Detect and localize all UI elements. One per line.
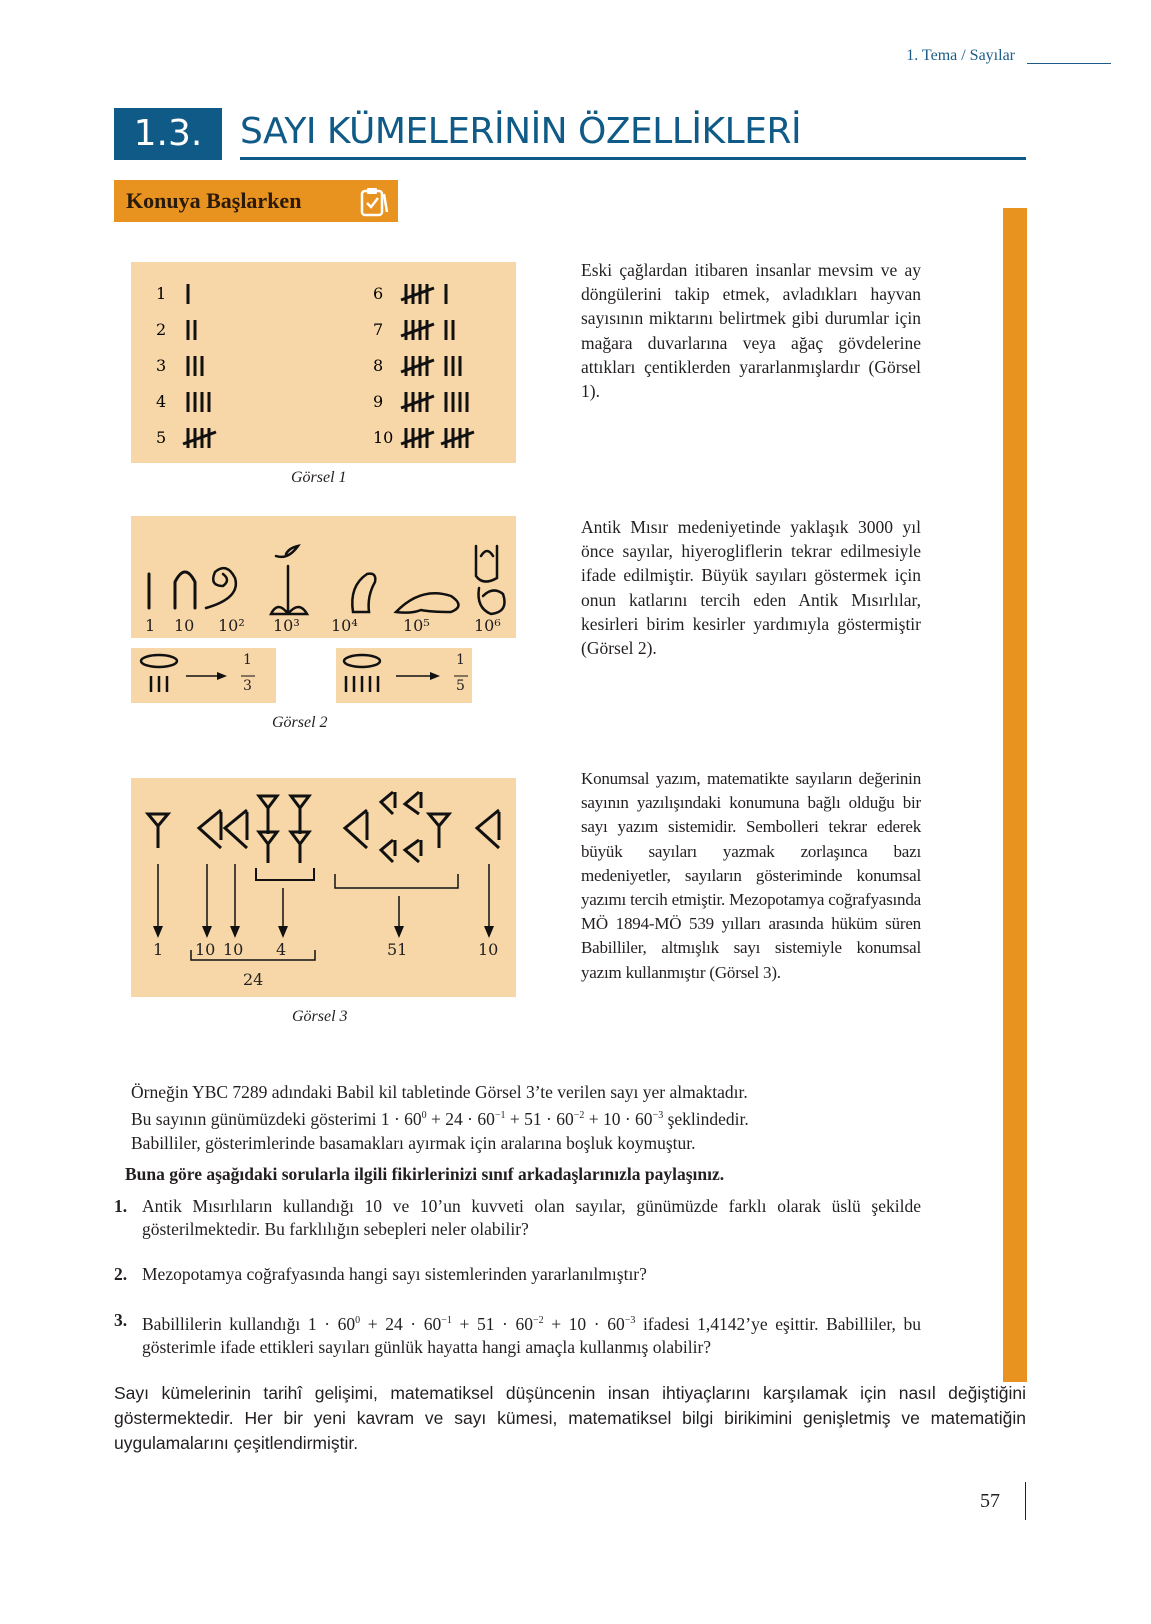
fraction-one-third <box>131 648 276 703</box>
example-paragraph <box>131 1080 921 1155</box>
figure3-text: Konumsal yazım, matematikte sayıların değerinin sayının yazılışındaki konumuna bağlı olduğu bir sayı yazım sistemidir. Sembolleri tekrar ederek büyük sayıları yazmak zorlaşınca bazı medeniyetler, sayıların gösteriminde konumsal yazımı tercih etmiştir. Mezopotamya coğrafyasında MÖ 1894-MÖ 539 yılları arasında hüküm süren Babilliler, altmışlık sayı sistemiyle konumsal yazım kullanmıştır (Görsel 3). <box>581 769 921 982</box>
summary-paragraph: Sayı kümelerinin tarihî gelişimi, matematiksel düşüncenin insan ihtiyaçlarını karşılamak için nasıl değiştiğini göstermektedir. Her bir yeni kavram ve sayı kümesi, matematiksel bilgi birikimini genişletmiş ve matematiğin uygulamalarını çeşitlendirmiştir. <box>114 1383 1026 1453</box>
fraction-numerator: 1 <box>456 652 465 668</box>
example-line: Babilliler, gösterimlerinde basamakları ayırmak için aralarına boşluk koymuştur. <box>131 1132 696 1153</box>
tally-number: 1 <box>156 284 167 303</box>
tally-number: 3 <box>156 356 167 375</box>
cuneiform-four <box>259 796 309 863</box>
tally-number: 6 <box>373 284 384 303</box>
babylonian-numerals-figure <box>131 778 516 997</box>
value-label-sum: 24 <box>243 970 264 989</box>
glyph-label: 10⁶ <box>474 616 501 635</box>
cuneiform <box>131 778 516 997</box>
side-accent-bar <box>1003 208 1027 1382</box>
question-3: 3. Babillilerin kullandığı $1 \cdot 60^0 + 24 \cdot 60^{-1} + 51 \cdot 60^{-2} + 10 \cdot 60^{-3}$ ifadesi 1,4142’ye eşittir. Babilliler, bu gösterimle ifade ettikleri sayıları günlük hayatta hangi amaçla kullanmış olabilir? <box>114 1310 921 1357</box>
value-label: 51 <box>387 940 408 959</box>
value-label: 4 <box>276 940 287 959</box>
tally-number: 10 <box>373 428 394 447</box>
intro-box <box>114 180 398 222</box>
figure1-text: Eski çağlardan itibaren insanlar mevsim ve ay döngülerini takip etmek, avladıkları hayvan sayısının miktarını belirtmek gibi durumlar için mağara duvarlarına veya ağaç gövdelerine attıkları çentiklerden yararlanmışlardır (Görsel 1). <box>581 260 921 402</box>
tally-marks <box>131 262 516 463</box>
hieroglyph-tadpole <box>396 593 459 612</box>
glyph-label: 10⁵ <box>403 616 430 635</box>
glyph-label: 10² <box>218 616 245 635</box>
hieroglyph-god <box>476 546 505 614</box>
tally-number: 2 <box>156 320 167 339</box>
page-number-rule <box>1025 1482 1026 1520</box>
tally-number: 9 <box>373 392 384 411</box>
hieroglyph-heel <box>175 572 195 608</box>
clipboard-check-icon <box>358 186 390 218</box>
tally-figure <box>131 262 516 463</box>
figure2-caption: Görsel 2 <box>272 714 328 731</box>
example-line: Örneğin YBC 7289 adındaki Babil kil tabletinde Görsel 3’te verilen sayı yer almaktadır. <box>131 1082 748 1102</box>
cuneiform-tens <box>199 810 247 848</box>
section-number: 1.3. <box>114 108 222 160</box>
section-title: SAYI KÜMELERİNİN ÖZELLİKLERİ <box>240 111 802 152</box>
hieroglyph-lotus <box>271 546 307 614</box>
value-label: 10 <box>478 940 499 959</box>
hieroglyph-coil <box>206 568 236 608</box>
question-1: 1. Antik Mısırlıların kullandığı 10 ve 10’un kuvveti olan sayılar, günümüzde farklı olarak üslü şekilde gösterilmektedir. Bu farklılığın sebepleri neler olabilir? <box>114 1196 921 1239</box>
tally-number: 7 <box>373 320 384 339</box>
intro-label: Konuya Başlarken <box>126 188 302 213</box>
glyph-label: 10³ <box>273 616 300 635</box>
egyptian-numerals-figure <box>131 516 516 638</box>
value-label: 1 <box>153 940 164 959</box>
title-underline <box>240 157 1026 160</box>
tally-number: 4 <box>156 392 167 411</box>
fraction-denominator: 3 <box>243 678 252 694</box>
question-2: 2. Mezopotamya coğrafyasında hangi sayı sistemlerinden yararlanılmıştır? <box>114 1264 647 1284</box>
tally-number: 5 <box>156 428 167 447</box>
hieroglyph-finger <box>352 574 375 612</box>
cuneiform-ten <box>477 810 499 848</box>
value-label: 10 <box>223 940 244 959</box>
glyph-label: 10 <box>174 616 195 635</box>
glyph-label: 10⁴ <box>331 616 358 635</box>
running-header: 1. Tema / Sayılar <box>906 47 1015 64</box>
fraction-denominator: 5 <box>456 678 465 694</box>
figure1-caption: Görsel 1 <box>291 469 347 486</box>
figure2-text: Antik Mısır medeniyetinde yaklaşık 3000 yıl önce sayılar, hiyerogliflerin tekrar edilmesiyle ifade edilmiştir. Büyük sayıları göstermek için onun katlarını tercih eden Antik Mısırlılar, kesirleri birim kesirler yardımıyla göstermiştir (Görsel 2). <box>581 517 921 659</box>
fraction-numerator: 1 <box>243 652 252 668</box>
discussion-prompt: Buna göre aşağıdaki sorularla ilgili fikirlerinizi sınıf arkadaşlarınızla paylaşınız. <box>125 1164 725 1184</box>
glyph-label: 1 <box>145 616 156 635</box>
figure3-caption: Görsel 3 <box>292 1008 348 1025</box>
fraction-one-fifth <box>336 648 472 703</box>
cuneiform-fiftyone <box>345 792 449 862</box>
tally-number: 8 <box>373 356 384 375</box>
example-formula-line: Bu sayının günümüzdeki gösterimi $1 \cdot 60^0 + 24 \cdot 60^{-1} + 51 \cdot 60^{-2} + 10 \cdot 60^{-3}$ şeklindedir. <box>131 1108 749 1129</box>
value-label: 10 <box>195 940 216 959</box>
page-number: 57 <box>980 1490 1000 1512</box>
header-rule <box>1027 63 1111 64</box>
cuneiform-one <box>148 814 168 848</box>
